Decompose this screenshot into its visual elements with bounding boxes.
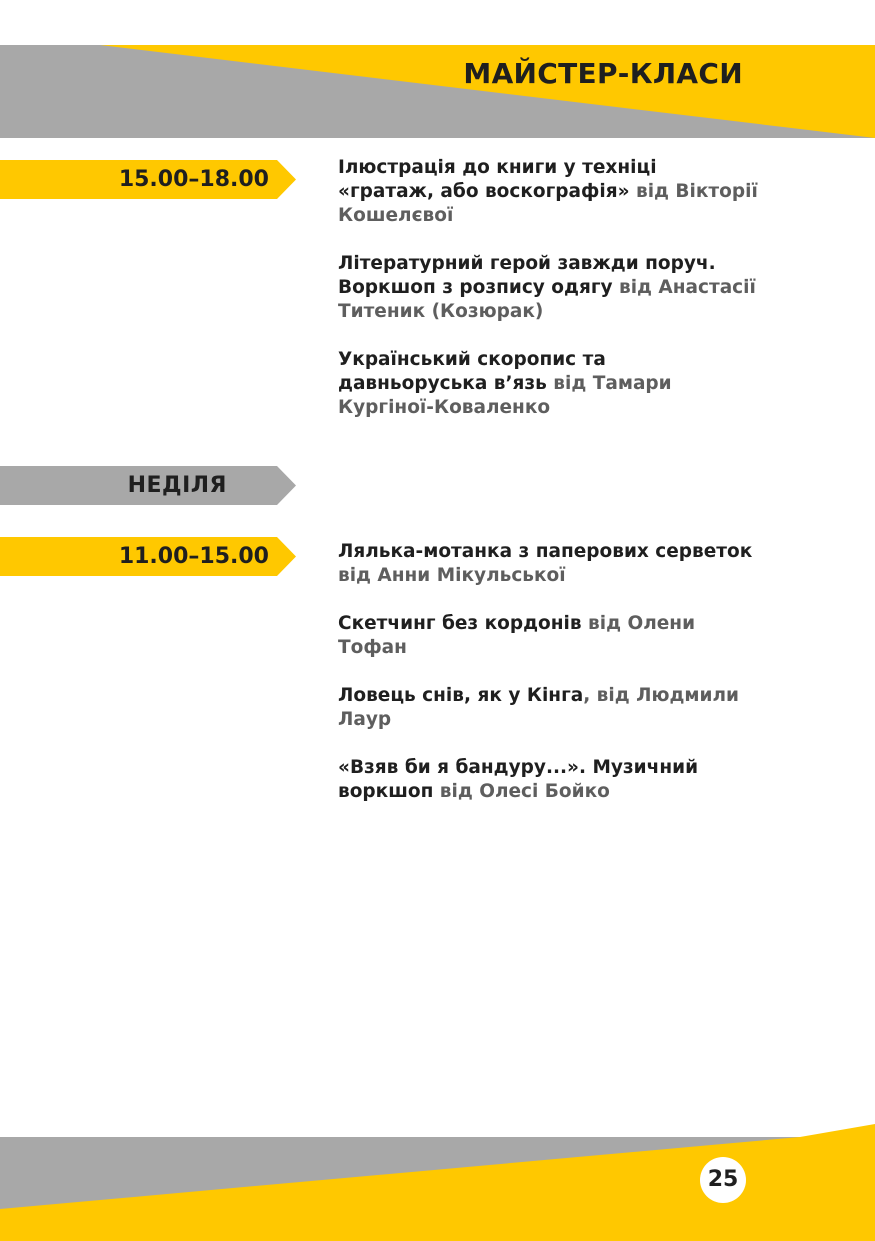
page-number: 25 [700,1157,746,1203]
session-byline: від Анастасії Титеник (Козюрак) [338,277,756,322]
session-title: Український скоропис та давньоруська в’язь [338,349,606,394]
header-banner [0,45,875,138]
session-title: «Взяв би я бандуру...». Музичний воркшоп [338,757,699,802]
session-item [338,348,758,420]
session-item [338,252,758,324]
session-item [338,540,758,588]
time-slot-tag [0,160,296,199]
session-item [338,612,758,660]
day-label: НЕДІЛЯ [127,473,227,498]
header-banner-shape [0,45,875,138]
page-title: МАЙСТЕР-КЛАСИ [463,57,743,90]
session-byline: , від Людмили Лаур [338,685,740,730]
session-byline: від Тамари Кургіної-Коваленко [338,373,672,418]
time-slot-label: 15.00–18.00 [118,167,269,192]
session-title: Літературний герой завжди поруч. Воркшоп з розпису одягу [338,253,716,298]
session-byline: від Вікторії Кошелєвої [338,181,758,226]
session-item [338,756,758,804]
time-slot-label: 11.00–15.00 [118,544,269,569]
day-tag [0,466,296,505]
session-title: Ловець снів, як у Кінга [338,685,584,706]
session-byline: від Анни Мікульської [338,565,566,586]
session-title: Ілюстрація до книги у техніці «гратаж, або воскографія» [338,157,657,202]
session-byline: від Олесі Бойко [433,781,610,802]
session-title: Лялька-мотанка з паперових серветок [338,541,753,562]
session-item [338,156,758,228]
session-byline: від Олени Тофан [338,613,696,658]
session-item [338,684,758,732]
time-slot-tag [0,537,296,576]
session-title: Скетчинг без кордонів [338,613,582,634]
